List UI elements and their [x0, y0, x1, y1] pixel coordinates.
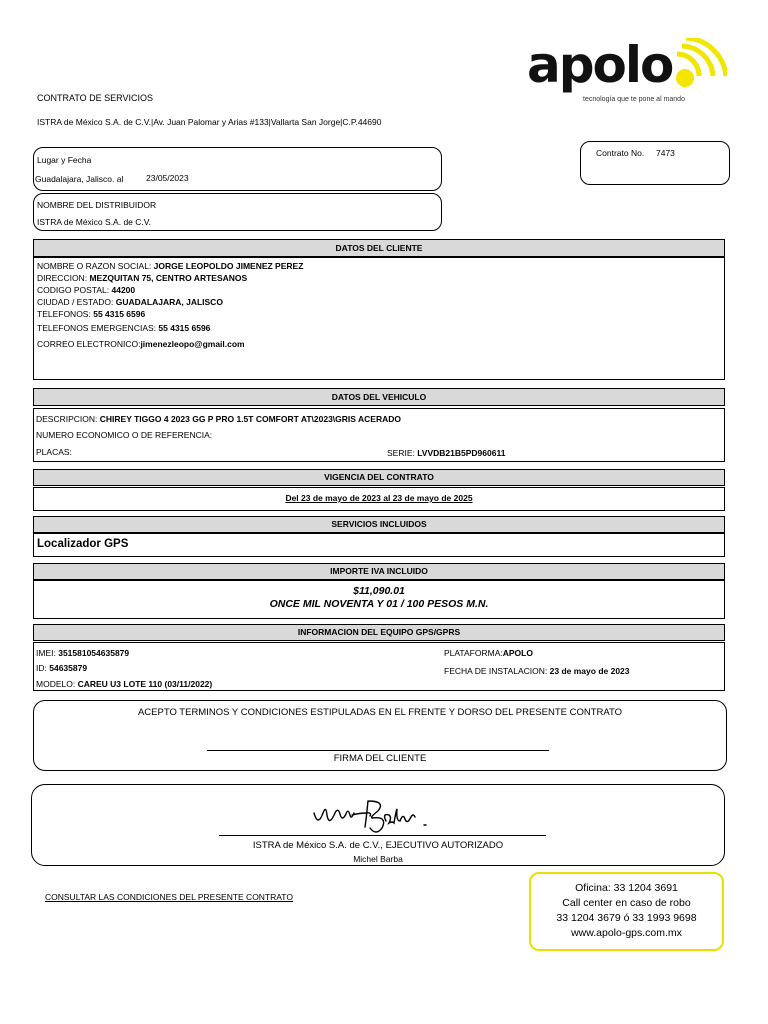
- place-value: Guadalajara, Jalisco. al: [35, 174, 124, 184]
- services-value: Localizador GPS: [37, 538, 129, 550]
- company-address: ISTRA de México S.A. de C.V.|Av. Juan Palomar y Arias #133|Vallarta San Jorge|C.P.44690: [37, 117, 382, 127]
- conditions-link[interactable]: CONSULTAR LAS CONDICIONES DEL PRESENTE CONTRATO: [45, 892, 293, 902]
- client-name: JORGE LEOPOLDO JIMENEZ PEREZ: [153, 261, 304, 271]
- contact-website[interactable]: www.apolo-gps.com.mx: [571, 927, 682, 939]
- executive-signature-line: [219, 835, 546, 836]
- equipment-imei-row: IMEI: 351581054635879: [36, 648, 130, 658]
- contact-office: Oficina: 33 1204 3691: [575, 882, 678, 894]
- client-email: jimenezleopo@gmail.com: [140, 339, 245, 349]
- validity-panel: [33, 487, 725, 511]
- client-address: MEZQUITAN 75, CENTRO ARTESANOS: [89, 273, 248, 283]
- client-phones: 55 4315 6596: [93, 309, 146, 319]
- vehicle-desc: CHIREY TIGGO 4 2023 GG P PRO 1.5T COMFORT AT\2023\GRIS ACERADO: [99, 414, 401, 424]
- client-name-row: NOMBRE O RAZON SOCIAL: JORGE LEOPOLDO JIMENEZ PEREZ: [37, 261, 304, 271]
- contact-phones: 33 1204 3679 ó 33 1993 9698: [556, 912, 697, 924]
- client-panel: [33, 257, 725, 380]
- client-signature-label: FIRMA DEL CLIENTE: [333, 753, 427, 764]
- equipment-install: 23 de mayo de 2023: [549, 666, 630, 676]
- equipment-platform-row: PLATAFORMA:APOLO: [444, 648, 533, 658]
- amount-number: $11,090.01: [353, 585, 405, 597]
- equipment-id-row: ID: 54635879: [36, 663, 88, 673]
- apolo-logo: [527, 38, 727, 108]
- amount-words: ONCE MIL NOVENTA Y 01 / 100 PESOS M.N.: [269, 598, 489, 610]
- executive-line2: Michel Barba: [353, 854, 403, 864]
- services-section-header: SERVICIOS INCLUIDOS: [33, 516, 725, 533]
- client-signature-line: [207, 750, 549, 751]
- client-zip-row: CODIGO POSTAL: 44200: [37, 285, 136, 295]
- equipment-model: CAREU U3 LOTE 110 (03/11/2022): [77, 679, 213, 689]
- equipment-model-row: MODELO: CAREU U3 LOTE 110 (03/11/2022): [36, 679, 213, 689]
- vehicle-serial: LVVDB21B5PD960611: [417, 448, 506, 458]
- client-address-row: DIRECCION: MEZQUITAN 75, CENTRO ARTESANOS: [37, 273, 248, 283]
- client-emergency: 55 4315 6596: [158, 323, 211, 333]
- logo-tagline: tecnología que te pone al mando: [583, 96, 685, 103]
- equipment-platform: APOLO: [502, 648, 533, 658]
- executive-line1: ISTRA de México S.A. de C.V., EJECUTIVO AUTORIZADO: [252, 840, 504, 851]
- vehicle-section-header: DATOS DEL VEHICULO: [33, 388, 725, 406]
- vehicle-plates-label: PLACAS:: [36, 447, 72, 457]
- logo-wordmark: apolo: [527, 36, 673, 94]
- contact-callcenter: Call center en caso de robo: [562, 897, 691, 909]
- date-value: 23/05/2023: [146, 173, 189, 183]
- contract-number-box: [580, 141, 730, 185]
- place-date-label: Lugar y Fecha: [37, 155, 92, 165]
- equipment-install-row: FECHA DE INSTALACION: 23 de mayo de 2023: [444, 666, 630, 676]
- equipment-id: 54635879: [49, 663, 88, 673]
- distributor-value: ISTRA de México S.A. de C.V.: [37, 217, 152, 227]
- equipment-imei: 351581054635879: [58, 648, 130, 658]
- validity-value: Del 23 de mayo de 2023 al 23 de mayo de 2025: [285, 493, 473, 503]
- amount-section-header: IMPORTE IVA INCLUIDO: [33, 563, 725, 580]
- vehicle-serial-row: SERIE: LVVDB21B5PD960611: [387, 448, 506, 458]
- client-section-header: DATOS DEL CLIENTE: [33, 239, 725, 257]
- contract-number-value: 7473: [656, 148, 675, 158]
- client-phones-row: TELEFONOS: 55 4315 6596: [37, 309, 146, 319]
- client-zip: 44200: [111, 285, 136, 295]
- services-panel: [33, 533, 725, 557]
- vehicle-econ-label: NUMERO ECONOMICO O DE REFERENCIA:: [36, 430, 213, 440]
- contract-number-label: Contrato No.: [596, 148, 645, 158]
- vehicle-panel: [33, 408, 725, 462]
- place-date-box: [33, 147, 442, 191]
- equipment-section-header: INFORMACION DEL EQUIPO GPS/GPRS: [33, 624, 725, 641]
- executive-signature: [308, 795, 478, 837]
- contract-title: CONTRATO DE SERVICIOS: [37, 93, 154, 103]
- client-emergency-row: TELEFONOS EMERGENCIAS: 55 4315 6596: [37, 323, 211, 333]
- acceptance-text: ACEPTO TERMINOS Y CONDICIONES ESTIPULADAS EN EL FRENTE Y DORSO DEL PRESENTE CONTRATO: [137, 707, 623, 718]
- vehicle-desc-row: DESCRIPCION: CHIREY TIGGO 4 2023 GG P PRO 1.5T COMFORT AT\2023\GRIS ACERADO: [36, 414, 401, 424]
- amount-panel: [33, 580, 725, 619]
- client-city: GUADALAJARA, JALISCO: [115, 297, 223, 307]
- contact-box: [529, 872, 724, 951]
- validity-section-header: VIGENCIA DEL CONTRATO: [33, 469, 725, 486]
- client-city-row: CIUDAD / ESTADO: GUADALAJARA, JALISCO: [37, 297, 223, 307]
- acceptance-box: [33, 700, 727, 771]
- distributor-box: [33, 193, 442, 231]
- distributor-label: NOMBRE DEL DISTRIBUIDOR: [37, 200, 157, 210]
- equipment-panel: [33, 642, 725, 691]
- client-email-row: CORREO ELECTRONICO:jimenezleopo@gmail.com: [37, 339, 245, 349]
- executive-box: [31, 784, 725, 866]
